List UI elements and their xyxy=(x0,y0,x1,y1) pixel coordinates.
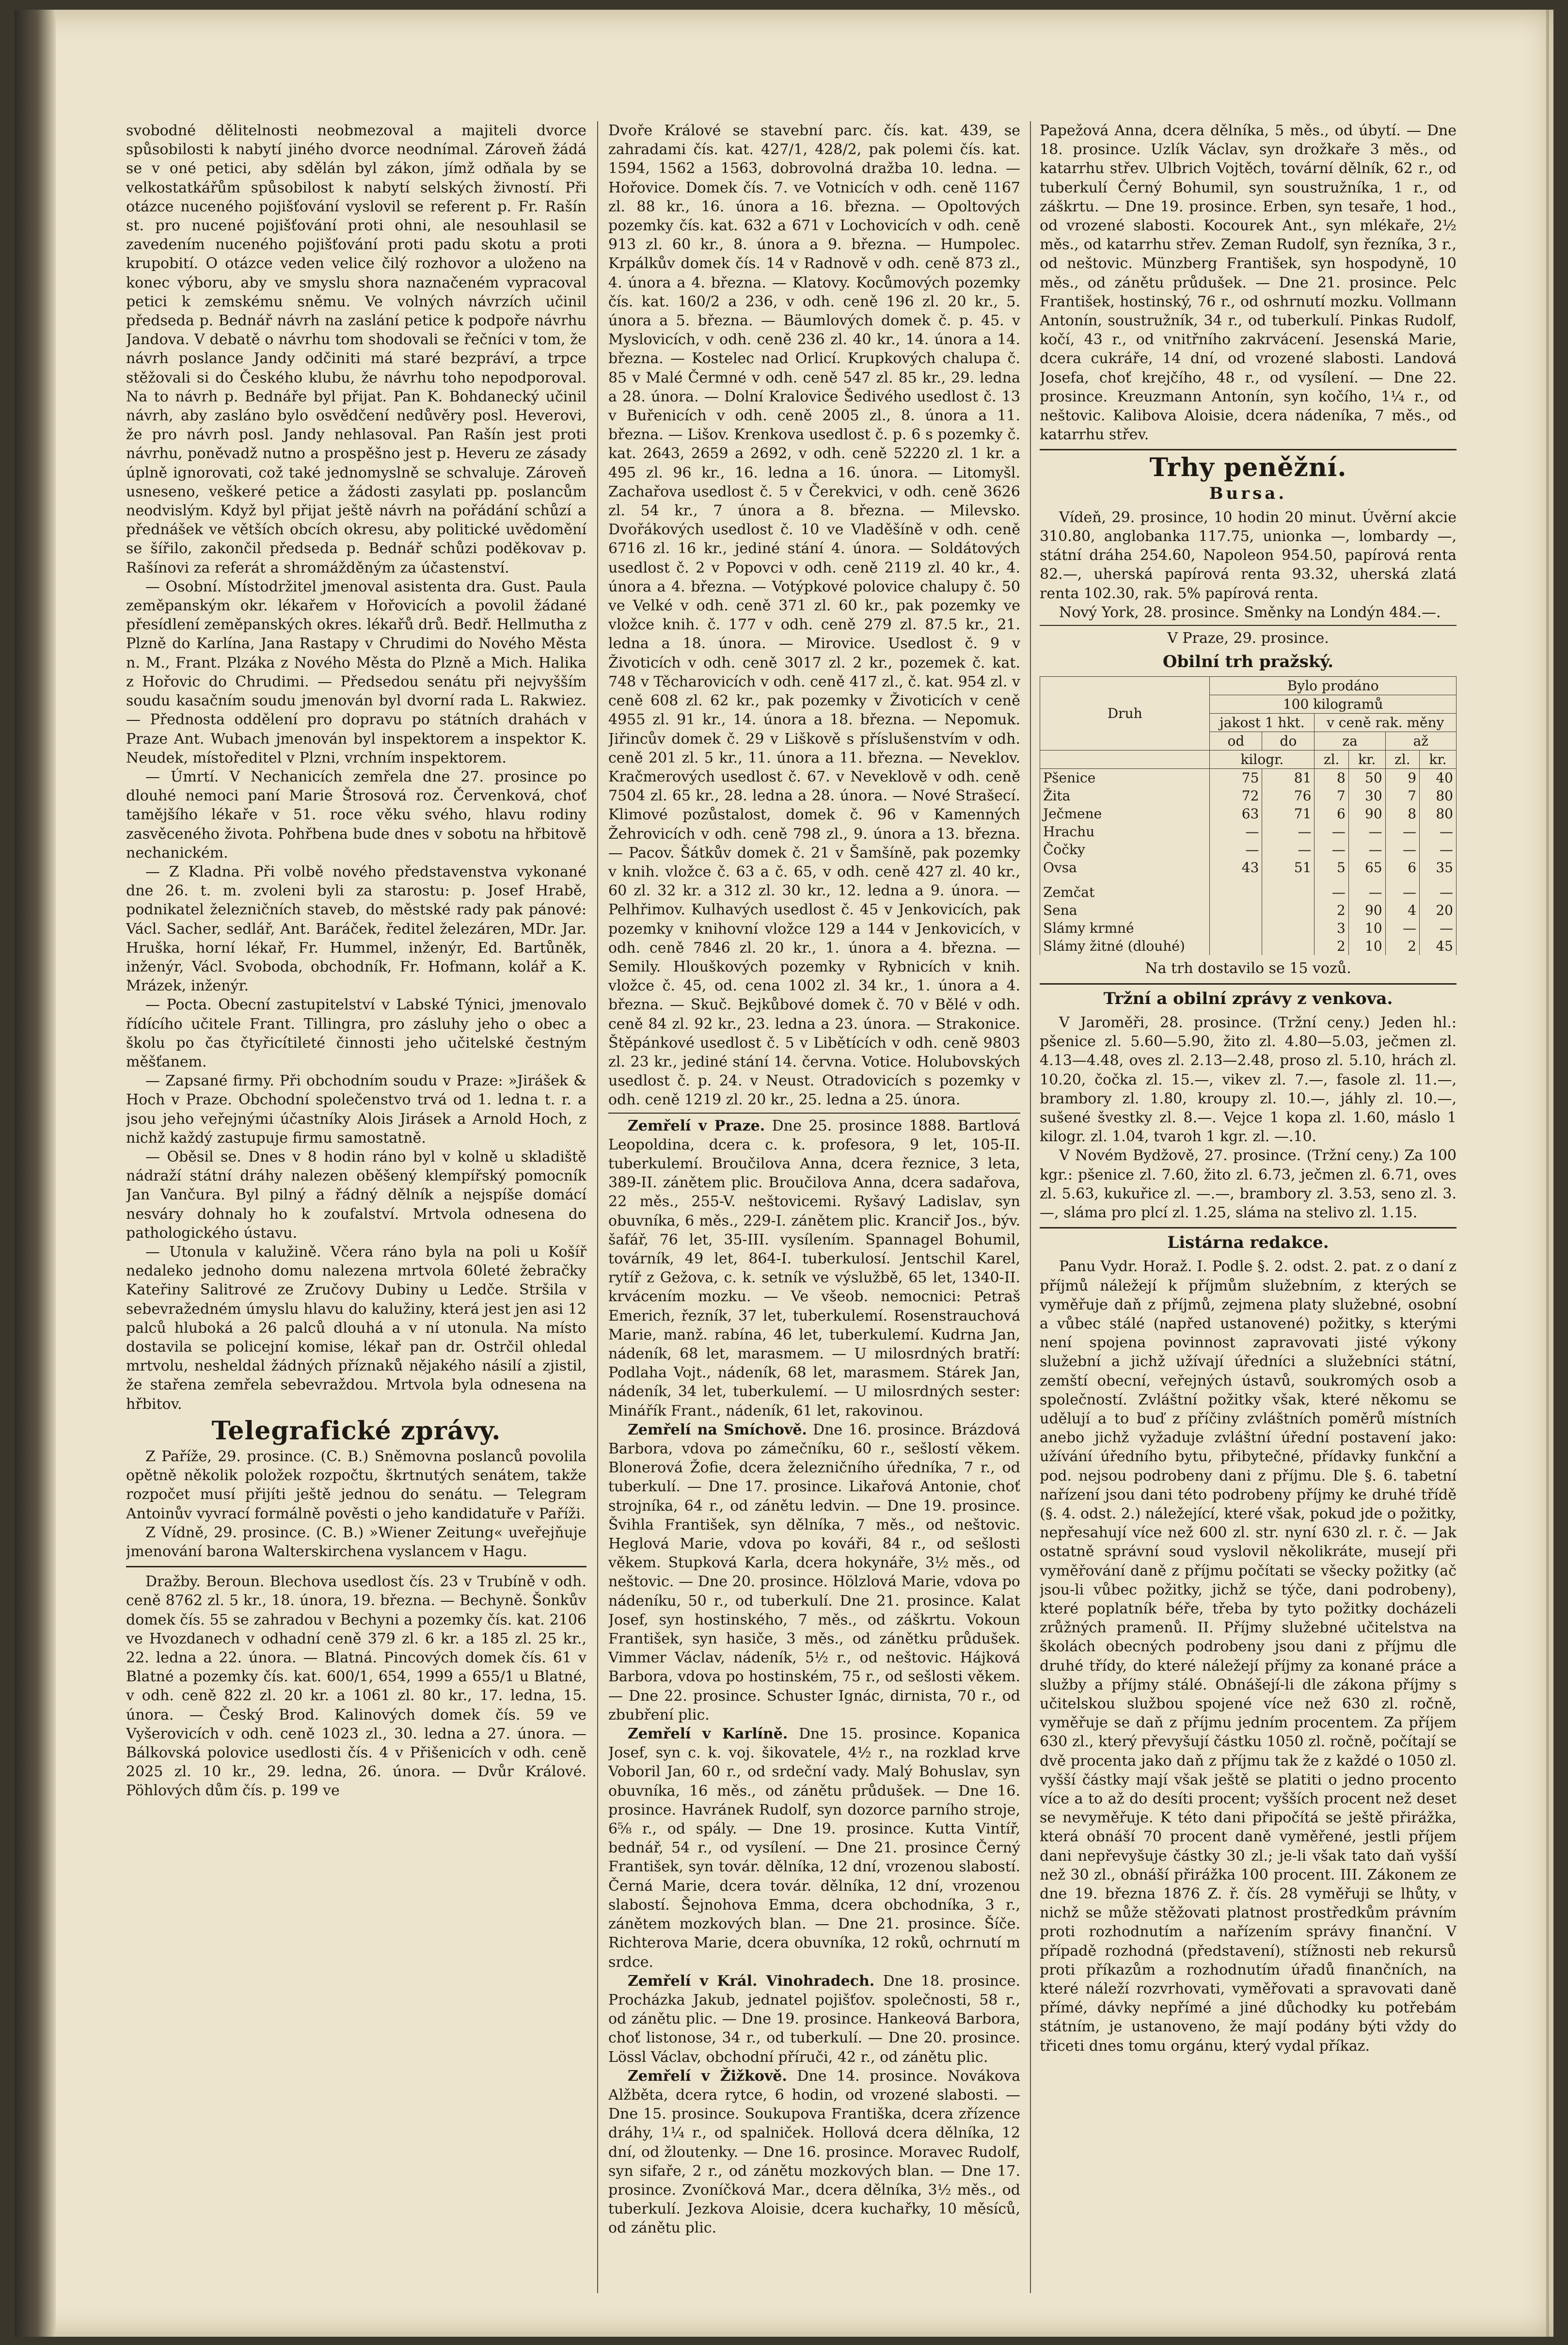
table-cell-value: 2 xyxy=(1385,937,1419,955)
table-header-do: do xyxy=(1262,732,1315,750)
market-bydzov: V Novém Bydžově, 27. prosince. (Tržní ceny.) Za 100 kgr.: pšenice zl. 7.60, žito zl. 6.73, ječmen zl. 6.71, oves zl. 5.63, kukuřice zl. —.—, brambory zl. 3.53, seno zl. 3.—, sláma pro plcí zl. 1.25, sláma na stelivo zl. 1.15. xyxy=(1040,1147,1457,1221)
table-cell-value: — xyxy=(1385,919,1419,937)
table-cell-value: 9 xyxy=(1385,769,1419,787)
table-cell-value: 51 xyxy=(1262,859,1315,877)
table-cell-value: 65 xyxy=(1348,859,1385,877)
column-2 xyxy=(608,121,1020,2293)
table-cell-value: — xyxy=(1348,841,1385,859)
table-cell-value: — xyxy=(1315,883,1348,901)
vienna-exchange: Vídeň, 29. prosince, 10 hodin 20 minut. Úvěrní akcie 310.80, anglobanka 117.75, unionka —, lombardy —, státní dráha 254.60, Napoleon 954.50, papírová renta 82.—, uherská papírová renta 93.32, uherská zlatá renta 102.30, rak. 5% papírová renta. xyxy=(1040,509,1457,602)
deaths-vinohrady: Zemřelí v Král. Vinohradech. Dne 18. prosince. Procházka Jakub, jednatel pojišťov. společnosti, 58 r., od zánětu plic. — Dne 19. prosince. Hankeová Barbora, choť listonose, 34 r., od tuberkulí. — Dne 20. prosince. Lössl Václav, obchodní příruči, 42 r., od zánětu plic. xyxy=(608,1972,1020,2066)
section-heading-money-markets: Trhy peněžní. xyxy=(1149,453,1347,483)
table-row xyxy=(1040,823,1457,841)
newspaper-page xyxy=(15,10,1553,2337)
table-row xyxy=(1040,787,1457,805)
column-1 xyxy=(126,121,586,2293)
table-header-za: za xyxy=(1315,732,1385,750)
table-cell-value: 6 xyxy=(1315,805,1348,823)
deaths-vinohrady-heading: Zemřelí v Král. Vinohradech. xyxy=(628,1972,875,1990)
news-pocta: — Pocta. Obecní zastupitelství v Labské Týnici, jmenovalo řídícího učitele Frant. Tillingra, pro zásluhy jeho o obec a školu po čas čtyřicítileté činnosti jeho učitelské čestným měšťanem. xyxy=(126,996,586,1070)
table-header-kr: kr. xyxy=(1420,750,1457,769)
table-cell-value: — xyxy=(1420,823,1457,841)
divider xyxy=(1040,1227,1457,1228)
editorial-letters-heading: Listárna redakce. xyxy=(1167,1233,1329,1253)
table-header-zl: zl. xyxy=(1315,750,1348,769)
table-cell-value: — xyxy=(1385,823,1419,841)
table-cell-value: 81 xyxy=(1262,769,1315,787)
table-header-kilogr: kilogr. xyxy=(1210,750,1315,769)
table-cell-value: 80 xyxy=(1420,787,1457,805)
table-row xyxy=(1040,769,1457,787)
news-obesil: — Oběsil se. Dnes v 8 hodin ráno byl v kolně u skladiště nádraží státní dráhy nalezen oběšený klempířský pomocník Jan Vančura. Byl pilný a řádný dělník a nejspíše domácí nesváry dohnaly ho k zoufalství. Mrtvola odnesena do pathologického ústavu. xyxy=(126,1148,586,1242)
table-cell-value: 8 xyxy=(1315,769,1348,787)
table-cell-value: 80 xyxy=(1420,805,1457,823)
table-cell-value: — xyxy=(1262,823,1315,841)
news-osobni: — Osobní. Místodržitel jmenoval asistenta dra. Gust. Paula zeměpanským okr. lékařem v Hořovicích a povolil žádané přesídlení zeměpanských okres. lékařů drů. Bedř. Hellmutha z Plzně do Karlína, Jana Rastapy v Chrudimi do Nového Města n. M., Frant. Plzáka z Nového Města do Plzně a Mich. Halika z Hořovic do Chrudimi. — Předsedou senátu při nejvyšším soudu kasačním soudu jmenován byl dvorní rada L. Rakwiez. — Přednosta oddělení pro dopravu po státních drahách v Praze Ant. Wubach jmenován byl inspektorem a inspektor K. Neudek, místoředitel v Plzni, vrchním inspektorem. xyxy=(126,578,586,766)
table-cell-value: 43 xyxy=(1210,859,1262,877)
table-cell-value: 6 xyxy=(1385,859,1419,877)
deaths-karlin-heading: Zemřelí v Karlíně. xyxy=(628,1725,788,1743)
market-note: Na trh dostavilo se 15 vozů. xyxy=(1145,960,1351,977)
table-cell-value: 30 xyxy=(1348,787,1385,805)
table-cell-commodity: Ovsa xyxy=(1040,859,1210,877)
table-cell-value: 50 xyxy=(1348,769,1385,787)
table-header-jakost: jakost 1 hkt. xyxy=(1210,714,1315,732)
table-cell-value: 2 xyxy=(1315,901,1348,919)
table-cell-value: 40 xyxy=(1420,769,1457,787)
prague-dateline: V Praze, 29. prosince. xyxy=(1167,630,1329,647)
table-cell-value: 72 xyxy=(1210,787,1262,805)
deaths-prague: Zemřelí v Praze. Dne 25. prosince 1888. Bartlová Leopoldina, dcera c. k. profesora, 9 let, 105-II. tuberkulemí. Broučilova Anna, dcera řeznice, 3 leta, 389-II. zánětem plic. Broučilova Anna, dcera sadařova, 22 měs., 255-V. neštovicemi. Ryšavý Ladislav, syn obuvníka, 6 měs., 229-I. zánětem plic. Kranciř Jos., býv. šafář, 76 let, 35-III. vysílením. Spannagel Bohumil, továrník, 49 let, 864-I. tuberkulosí. Jentschil Karel, rytíř z Gežova, c. k. setník ve výslužbě, 65 let, 1340-II. krvácením mozku. — Ve všeob. nemocnici: Petraš Emerich, řezník, 37 let, tuberkulemí. Rosenstrauchová Marie, manž. rabína, 46 let, tuberkulemí. Kudrna Jan, nádeník, 68 let, marasmem. — U milosrdných bratří: Podlaha Vojt., nádeník, 68 let, marasmem. Stárek Jan, nádeník, 34 let, tuberkulemí. — U milosrdných sester: Minářík Frant., nádeník, 61 let, rakovinou. xyxy=(608,1117,1020,1420)
table-cell-value: 90 xyxy=(1348,805,1385,823)
page-binding-shadow xyxy=(15,10,56,2337)
table-cell-value xyxy=(1210,883,1262,901)
editorial-letters-text: Panu Vydr. Horaž. I. Podle §. 2. odst. 2. pat. z o daní z příjmů náležejí k příjmům služebním, z kterých se vyměřuje daň z příjmů, zejmena platy služebné, osobní a vůbec stálé (napřed ustanovené) požitky, s kterými není spojena povinnost zapravovati jisté výkony služební a jichž užívají úředníci a služebníci státní, zemští obecní, veřejných ústavů, soukromých osob a společností. Zvláštní požitky však, které někomu se udělují a to buď z příčiny zvláštních poměrů místních anebo jichž vyžaduje zvláštní úřední postavení jako: užívání úředního bytu, přibytečné, přídavky funkční a pod. nejsou podrobeny dani z příjmu. Dle §. 6. tabetní nařízení jsou dani této podrobeny příjmy ke druhé třídě (§. 4. odst. 2.) náležející, které však, pokud jde o požitky, nepřesahují více než 600 zl. str. nyní 630 zl. r. č. — Jak ostatně správní soud vyslovil několikráte, musejí při vyměřování daně z příjmu počítati se všecky požitky (ač jsou-li vůbec požitky, jichž se týče, dani podrobeny), které poplatník béře, třeba by tyto požitky docházeli zrůžných pramenů. II. Příjmy služebné učitelstva na školách obecných podrobeny jsou dani z příjmu dle druhé třídy, do které náležejí příjmy za konané práce a služby a příjmy stálé. Obnášejí-li dle zákona příjmy s učitelskou službou spojené více než 630 zl. ročně, vyměřuje se daň z příjmu jedním procentem. Za příjem 630 zl., který převyšují částku 1050 zl. ročně, počítají se dvě procenta jako daň z příjmu tak že z každé o 1050 zl. vyšší částky mají však ještě se platiti o jedno procento více a to až do desíti procent; vyšších procent než deset se nevyměřuje. K této dani připočítá se ještě přirážka, která obnáší 70 procent daně vyměřené, jestli příjem dani nepřevyšuje částky 30 zl.; je-li však tato daň vyšší než 30 zl., obnáší přirážka 100 procent. III. Zákonem ze dne 19. března 1876 Z. ř. čís. 28 vyměřuji se lhůty, v nichž se může stěžovati platnost prostředkům právním proti rozhodnutím a nařízením správy finanční. V případě rozhodná (představení), stížnosti neb rekursů proti příkazům a rozhodnutím úřadů finančních, na které náleží rozvrhovati, vyměřovati a spravovati daně přímé, dávky nepřímé a jiné důchodky ku potřebám státním, je ustanoveno, že mají podány býti vždy do třiceti dnes tomu orgánu, který vydal příkaz. xyxy=(1040,1258,1457,2055)
article-text: svobodné dělitelnosti neobmezoval a majiteli dvorce spůsobilosti k nabytí jiného dvorce neodnímal. Zároveň žádá se v oné petici, aby sdělán byl zákon, jímž odňala by se velkostatkářům spůsobilost k nabytí selských živností. Při otázce nuceného pojišťování vyslovil se referent p. Fr. Rašín st. pro nucené pojišťování proti ohni, ale nesouhlasil se zavedením nuceného pojišťování proti padu skotu a proti krupobití. O otázce veden velice čilý rozhovor a uloženo na konec výboru, aby ve smyslu shora naznačeném vypracoval petici k zemskému sněmu. Ve volných návrzích učinil předseda p. Bednář návrh na zaslání petice k podpoře návrhu Jandova. V debatě o návrhu tom shodovali se řečníci v tom, že návrh poslance Jandy odčiniti má staré bezpráví, a trpce stěžovali si do Českého klubu, že návrhu toho nepodporoval. Na to návrh p. Bednáře byl přijat. Pan K. Bohdanecký učinil návrh, aby zasláno bylo osvědčení nedůvěry posl. Heverovi, že pro návrh posl. Jandy nehlasoval. Pan Rašín jest proti návrhu, poněvadž nutno a prospěšno jest p. Heveru ze zásady úplně ignorovati, což také jednomyslně se schvaluje. Zároveň usneseno, veškeré petice a žádosti zasylati pp. poslancům neodvislým. Když byl přijat ještě návrh na pořádání schůzí a přednášek ve větších obcích okresu, aby politické uvědomění se šířilo, zakončil předseda p. Bednář schůzi poděkovav p. Rašínovi za referát a shromážděným za účastenství. xyxy=(126,122,586,576)
news-firmy: — Zapsané firmy. Při obchodním soudu v Praze: »Jirášek & Hoch v Praze. Obchodní společenstvo trvá od 1. ledna t. r. a jsou jeho veřejnými účastníky Alois Jirásek a Arnold Hoch, z nichž každý zastupuje firmu samostatně. xyxy=(126,1072,586,1147)
table-cell-value xyxy=(1210,919,1262,937)
table-row xyxy=(1040,901,1457,919)
table-header-az: až xyxy=(1385,732,1456,750)
divider xyxy=(1040,983,1457,985)
table-cell-value xyxy=(1262,919,1315,937)
table-row xyxy=(1040,805,1457,823)
telegraph-paris: Z Paříže, 29. prosince. (C. B.) Sněmovna poslanců povolila opětně několik položek rozpočtu, škrtnutých senátem, takže rozpočet musí přijíti ještě jednou do senátu. — Telegram Antoinův vyvrací formálně pověsti o jeho kandidatuře v Paříži. xyxy=(126,1448,586,1522)
deaths-zizkov-heading: Zemřelí v Žižkově. xyxy=(628,2067,787,2085)
table-cell-value: 90 xyxy=(1348,901,1385,919)
table-cell-value: 5 xyxy=(1315,859,1348,877)
table-cell-value: 7 xyxy=(1315,787,1348,805)
deaths-zizkov: Zemřelí v Žižkově. Dne 14. prosince. Novákova Alžběta, dcera rytce, 6 hodin, od vrozené slabosti. — Dne 15. prosince. Soukupova Františka, dcera zřízence dráhy, 1¼ r., od spalniček. Hollová dcera dělníka, 12 dní, od žloutenky. — Dne 16. prosince. Moravec Rudolf, syn sifaře, 2 r., od zánětu mozkových blan. — Dne 17. prosince. Zvoníčková Mar., dcera dělníka, 3½ měs., od tuberkulí. Jezkova Aloisie, dcera kuchařky, 10 měsíců, od zánětu plic. xyxy=(608,2067,1020,2237)
table-row xyxy=(1040,859,1457,877)
table-header-od: od xyxy=(1210,732,1262,750)
table-cell-value: — xyxy=(1210,823,1262,841)
table-row xyxy=(1040,883,1457,901)
bursa-heading: Bursa. xyxy=(1209,483,1287,503)
table-cell-value: — xyxy=(1210,841,1262,859)
page-edge xyxy=(1546,10,1549,2337)
market-jaromer: V Jaroměři, 28. prosince. (Tržní ceny.) Jeden hl.: pšenice zl. 5.60—5.90, žito zl. 4.80—5.03, ječmen zl. 4.13—4.48, oves zl. 2.13—2.48, proso zl. 5.10, hrách zl. 10.20, čočka zl. 15.—, vikev zl. 7.—, fasole zl. 11.—, brambory zl. 1.80, kroupy zl. 10.—, jáhly zl. 10.—, sušené švestky zl. 8.—. Vejce 1 kopa zl. 1.60, máslo 1 kilogr. zl. 1.04, tvaroh 1 kgr. zl. —.10. xyxy=(1040,1014,1457,1146)
section-heading-telegraph: Telegrafické zprávy. xyxy=(211,1416,501,1446)
table-cell-value: — xyxy=(1420,841,1457,859)
divider xyxy=(1040,449,1457,450)
new-york-exchange: Nový York, 28. prosince. Směnky na Londýn 484.—. xyxy=(1059,604,1441,621)
deaths-smichov: Zemřelí na Smíchově. Dne 16. prosince. Brázdová Barbora, vdova po zámečníku, 60 r., sešlostí věkem. Blonerová Žofie, dcera železničního úředníka, 7 r., od tuberkulí. — Dne 17. prosince. Likařová Antonie, choť strojníka, 64 r., od zánětu ledvin. — Dne 19. prosince. Švihla František, syn dělníka, 7 měs., od neštovic. Heglová Marie, vdova po kováři, 84 r., od sešlosti věkem. Stupková Karla, dcera hokynáře, 3½ měs., od neštovic. — Dne 20. prosince. Hölzlová Marie, vdova po nádeníku, 50 r., od tuberkulí. Dne 21. prosince. Kalat Josef, syn hostinského, 7 měs., od záškrtu. Vokoun František, syn hasiče, 3 měs., od zánětku průdušek. Vimmer Václav, nádeník, 5½ r., od neštovic. Hájková Barbora, vdova po hostinském, 75 r., od sešlosti věkem. — Dne 22. prosince. Schuster Ignác, dirnista, 70 r., od zbubření plic. xyxy=(608,1421,1020,1723)
column-3 xyxy=(1040,121,1457,2293)
table-cell-commodity: Ječmene xyxy=(1040,805,1210,823)
grain-price-table xyxy=(1040,676,1457,955)
telegraph-vienna: Z Vídně, 29. prosince. (C. B.) »Wiener Zeitung« uveřejňuje jmenování barona Walterskirchena vyslancem v Hagu. xyxy=(126,1524,586,1561)
table-header-druh: Druh xyxy=(1040,677,1210,750)
table-header-kr: kr. xyxy=(1348,750,1385,769)
news-utonula: — Utonula v kalužině. Včera ráno byla na poli u Košíř nedaleko jednoho domu nalezena mrtvola 60leté žebračky Kateřiny Salitrové ze Zručovy Dubiny u Ledče. Stršila v sebevražedném úmyslu hlavu do kalužiny, která jest jen asi 12 palců hluboká a 26 palců dlouhá a v ní utonula. Na místo dostavila se policejní komise, lékař pan dr. Ostrčil ohledal mrtvolu, nesheldal žádných příznaků nějakého násilí a zjistil, že stařena zemřela sebevraždou. Mrtvola byla odnesena na hřbitov. xyxy=(126,1243,586,1413)
table-row xyxy=(1040,919,1457,937)
auctions-text: Dražby. Beroun. Blechova usedlost čís. 23 v Trubíně v odh. ceně 8762 zl. 5 kr., 18. února, 19. března. — Bechyně. Šonkův domek čís. 55 se zahradou v Bechyni a pozemky čís. kat. 2106 ve Hvozdanech v odhadní ceně 379 zl. 6 kr. a 185 zl. 25 kr., 22. ledna a 22. února. — Blatná. Pincových domek čís. 61 v Blatné a pozemky čís. kat. 600/1, 654, 1999 a 655/1 u Blatné, v odh. ceně 822 zl. 20 kr. a 1061 zl. 80 kr., 17. ledna, 15. února. — Český Brod. Kalinových domek čís. 59 ve Vyšerovicích v odh. ceně 1023 zl., 30. ledna a 27. února. — Bálkovská polovice usedlosti čís. 4 v Přišenicích v odh. ceně 2025 zl. 10 kr., 29. ledna, 26. února. — Dvůr Králové. Pöhlových dům čís. p. 199 ve xyxy=(126,1573,586,1800)
table-cell-value xyxy=(1262,901,1315,919)
table-cell-value: 63 xyxy=(1210,805,1262,823)
table-row xyxy=(1040,937,1457,955)
divider xyxy=(608,1113,1020,1114)
grain-market-heading: Obilní trh pražský. xyxy=(1162,652,1334,672)
deaths-prague-heading: Zemřelí v Praze. xyxy=(628,1117,765,1134)
table-cell-value: 2 xyxy=(1315,937,1348,955)
table-cell-value: — xyxy=(1385,883,1419,901)
table-cell-value: 3 xyxy=(1315,919,1348,937)
table-cell-value xyxy=(1210,937,1262,955)
table-cell-value: — xyxy=(1315,841,1348,859)
column-divider xyxy=(597,121,598,2293)
table-header-price: v ceně rak. měny xyxy=(1315,714,1457,732)
table-cell-value: 4 xyxy=(1385,901,1419,919)
table-cell-value: — xyxy=(1348,823,1385,841)
table-cell-value xyxy=(1210,901,1262,919)
deaths-continued: Papežová Anna, dcera dělníka, 5 měs., od úbytí. — Dne 18. prosince. Uzlík Václav, syn drožkaře 3 měs., od katarrhu střev. Ulbrich Vojtěch, tovární dělník, 62 r., od tuberkulí Černý Bohumil, syn soustružníka, 1 r., od záškrtu. — Dne 19. prosince. Erben, syn tesaře, 1 hod., od vrozené slabosti. Kocourek Ant., syn mlékaře, 2½ měs., od katarrhu střev. Zeman Rudolf, syn řezníka, 3 r., od neštovic. Münzberg František, syn hospodyně, 10 měs., od zánětu průdušek. — Dne 21. prosince. Pelc František, hostinský, 76 r., od oshrnutí mozku. Vollmann Antonín, soustružník, 34 r., od tuberkulí. Pinkas Rudolf, kočí, 43 r., od vnitřního zakrvácení. Jesenská Marie, dcera cukráře, 14 dní, od vrozené slabosti. Landová Josefa, choť krejčího, 48 r., od vysílení. — Dne 22. prosince. Kreuzmann Antonín, syn kočího, 1¼ r., od neštovic. Kalibova Aloisie, dcera nádeníka, 7 měs., od katarrhu střev. xyxy=(1040,122,1457,444)
table-cell-value: — xyxy=(1420,883,1457,901)
table-cell-commodity: Zemčat xyxy=(1040,883,1210,901)
table-header-blank xyxy=(1040,750,1210,769)
table-cell-value: 45 xyxy=(1420,937,1457,955)
auctions-continued: Dvoře Králové se stavební parc. čís. kat. 439, se zahradami čís. kat. 427/1, 428/2, pak polemi čís. kat. 1594, 1562 a 1563, dobrovolná dražba 10. ledna. — Hořovice. Domek čís. 7. ve Votnicích v odh. ceně 1167 zl. 88 kr., 16. února a 16. března. — Opoltových pozemky čís. kat. 632 a 671 v Lochovicích v odh. ceně 913 zl. 60 kr., 8. února a 9. března. — Humpolec. Krpálkův domek čís. 14 v Radnově v odh. ceně 873 zl., 4. února a 4. března. — Klatovy. Kocůmových pozemky čís. kat. 160/2 a 236, v odh. ceně 196 zl. 20 kr., 5. února a 5. března. — Bäumlových domek č. p. 45. v Myslovicích, v odh. ceně 236 zl. 40 kr., 14. února a 14. března. — Kostelec nad Orlicí. Krupkových chalupa č. 85 v Malé Čermné v odh. ceně 547 zl. 85 kr., 29. ledna a 28. února. — Dolní Kralovice Šedivého usedlost č. 13 v Buřenicích v odh. ceně 2005 zl., 8. února a 11. března. — Lišov. Krenkova usedlost č. p. 6 s pozemky č. kat. 2643, 2659 a 2692, v odh. ceně 52220 zl. 1 kr. a 495 zl. 96 kr., 16. ledna a 16. února. — Litomyšl. Zachařova usedlost č. 5 v Čerekvici, v odh. ceně 3626 zl. 54 kr., 7 února a 8. března. — Milevsko. Dvořákových usedlost č. 10 ve Vladěšíně v odh. ceně 6716 zl. 16 kr., jediné stání 4. února. — Soldátových usedlost č. 2 v Popovci v odh. ceně 2119 zl. 40 kr., 4. února a 4. března. — Votýpkové polovice chalupy č. 50 ve Velké v odh. ceně 371 zl. 60 kr., pak pozemky ve vložce knih. č. 177 v odh. ceně 279 zl. 87.5 kr., 21. ledna a 18. února. — Mirovice. Usedlost č. 9 v Životicích v odh. ceně 3017 zl. 2 kr., pozemek č. kat. 748 v Těcharovicích v odh. ceně 417 zl., č. kat. 954 zl. v ceně 608 zl. 62 kr., pak pozemky v Životicích v ceně 4955 zl. 91 kr., 14. února a 18. března. — Nepomuk. Jiřincův domek č. 29 v Liškově s příslušenstvím v odh. ceně 201 zl. 5 kr., 11. února a 11. března. — Neveklov. Kračmerových usedlost č. 67. v Neveklově v odh. ceně 7504 zl. 65 kr., 28. ledna a 28. února. — Nové Strašecí. Klimové pozůstalost, domek č. 96 v Kamenných Žehrovicích v odh. ceně 798 zl., 9. února a 13. března. — Pacov. Šátkův domek č. 21 v Šamšíně, pak pozemky v knih. vložce č. 63 a č. 65, v odh. ceně 427 zl. 40 kr., 60 zl. 32 kr. a 312 zl. 30 kr., 12. ledna a 9. února. — Pelhřimov. Kulhavých usedlost č. 45 v Jenkovicích, pak pozemky v knihovní vložce 129 a 144 v Jenkovicích, v odh. ceně 7846 zl. 20 kr., 1. února a 4. března. — Semily. Hlouškových pozemky v Rybnicích v knih. vložce č. 45, od. cena 1002 zl. 34 kr., 1. února a 4. března. — Skuč. Bejkůbové domek č. 70 v Bělé v odh. ceně 84 zl. 92 kr., 23. ledna a 23. února. — Strakonice. Štěpánkové usedlost č. 5 v Libětících v odh. ceně 9803 zl. 23 kr., jediné stání 14. června. Votice. Holubovských usedlost č. p. 24. v Neust. Otradovicích s pozemky v odh. ceně 1219 zl. 20 kr., 25. ledna a 25. února. xyxy=(608,122,1020,1109)
table-cell-value: 10 xyxy=(1348,919,1385,937)
table-header-100kg: 100 kilogramů xyxy=(1210,695,1457,714)
table-cell-value: 7 xyxy=(1385,787,1419,805)
table-cell-value: 20 xyxy=(1420,901,1457,919)
table-header-sold: Bylo prodáno xyxy=(1210,677,1457,695)
column-divider xyxy=(1030,121,1031,2293)
table-cell-value: 8 xyxy=(1385,805,1419,823)
table-cell-value: — xyxy=(1348,883,1385,901)
table-cell-value: — xyxy=(1315,823,1348,841)
divider xyxy=(1040,625,1457,626)
table-cell-commodity: Sena xyxy=(1040,901,1210,919)
deaths-smichov-heading: Zemřelí na Smíchově. xyxy=(628,1421,807,1438)
table-cell-commodity: Čočky xyxy=(1040,841,1210,859)
news-umrti: — Úmrtí. V Nechanicích zemřela dne 27. prosince po dlouhé nemoci paní Marie Štrosová roz. Červenková, choť tamějšího lékaře v 51. roce věku svého, hlavu rodiny zasvěceného života. Pohřbena bude dnes v sobotu na hřbitově nechanickém. xyxy=(126,768,586,861)
divider xyxy=(126,1566,586,1567)
table-cell-value: 71 xyxy=(1262,805,1315,823)
table-cell-value: 10 xyxy=(1348,937,1385,955)
table-cell-commodity: Slámy žitné (dlouhé) xyxy=(1040,937,1210,955)
table-cell-value: 75 xyxy=(1210,769,1262,787)
table-cell-commodity: Pšenice xyxy=(1040,769,1210,787)
table-cell-commodity: Hrachu xyxy=(1040,823,1210,841)
table-row xyxy=(1040,841,1457,859)
table-cell-value xyxy=(1262,937,1315,955)
table-cell-value: 76 xyxy=(1262,787,1315,805)
deaths-karlin: Zemřelí v Karlíně. Dne 15. prosince. Kopanica Josef, syn c. k. voj. šikovatele, 4½ r., na rozklad krve Voboril Jan, 60 r., od srdeční vady. Malý Bohuslav, syn obuvníka, 16 měs., od zánětu průdušek. — Dne 16. prosince. Havránek Rudolf, syn dozorce parního stroje, 6⅝ r., od spály. — Dne 19. prosince. Kutta Vintíř, bednář, 54 r., od vysílení. — Dne 21. prosince Černý František, syn továr. dělníka, 12 dní, vrozenou slabostí. Černá Marie, dcera továr. dělníka, 12 dní, vrozenou slabostí. Šejnohova Emma, dcera obchodníka, 3 r., zánětem mozkových blan. — Dne 21. prosince. Šíče. Richterova Marie, dcera obuvníka, 12 roků, ochrnutí m srdce. xyxy=(608,1725,1020,1971)
table-cell-value: 35 xyxy=(1420,859,1457,877)
table-cell-commodity: Žita xyxy=(1040,787,1210,805)
table-cell-commodity: Slámy krmné xyxy=(1040,919,1210,937)
table-cell-value: — xyxy=(1262,841,1315,859)
table-cell-value: — xyxy=(1385,841,1419,859)
news-kladno: — Z Kladna. Při volbě nového představenstva vykonané dne 26. t. m. zvoleni byli za starostu: p. Josef Hrabě, podnikatel železničních staveb, do městské rady pak pánové: Václ. Sacher, sedlář, Ant. Baráček, ředitel železáren, MDr. Jar. Hruška, horní lékař, Fr. Hummel, inženýr, Ed. Bartůněk, inženýr, Václ. Svoboda, obchodník, Fr. Hofmann, kolář a K. Mrázek, inženýr. xyxy=(126,863,586,995)
table-header-zl: zl. xyxy=(1385,750,1419,769)
table-cell-value xyxy=(1262,883,1315,901)
country-markets-heading: Tržní a obilní zprávy z venkova. xyxy=(1103,989,1393,1008)
table-cell-value: — xyxy=(1420,919,1457,937)
